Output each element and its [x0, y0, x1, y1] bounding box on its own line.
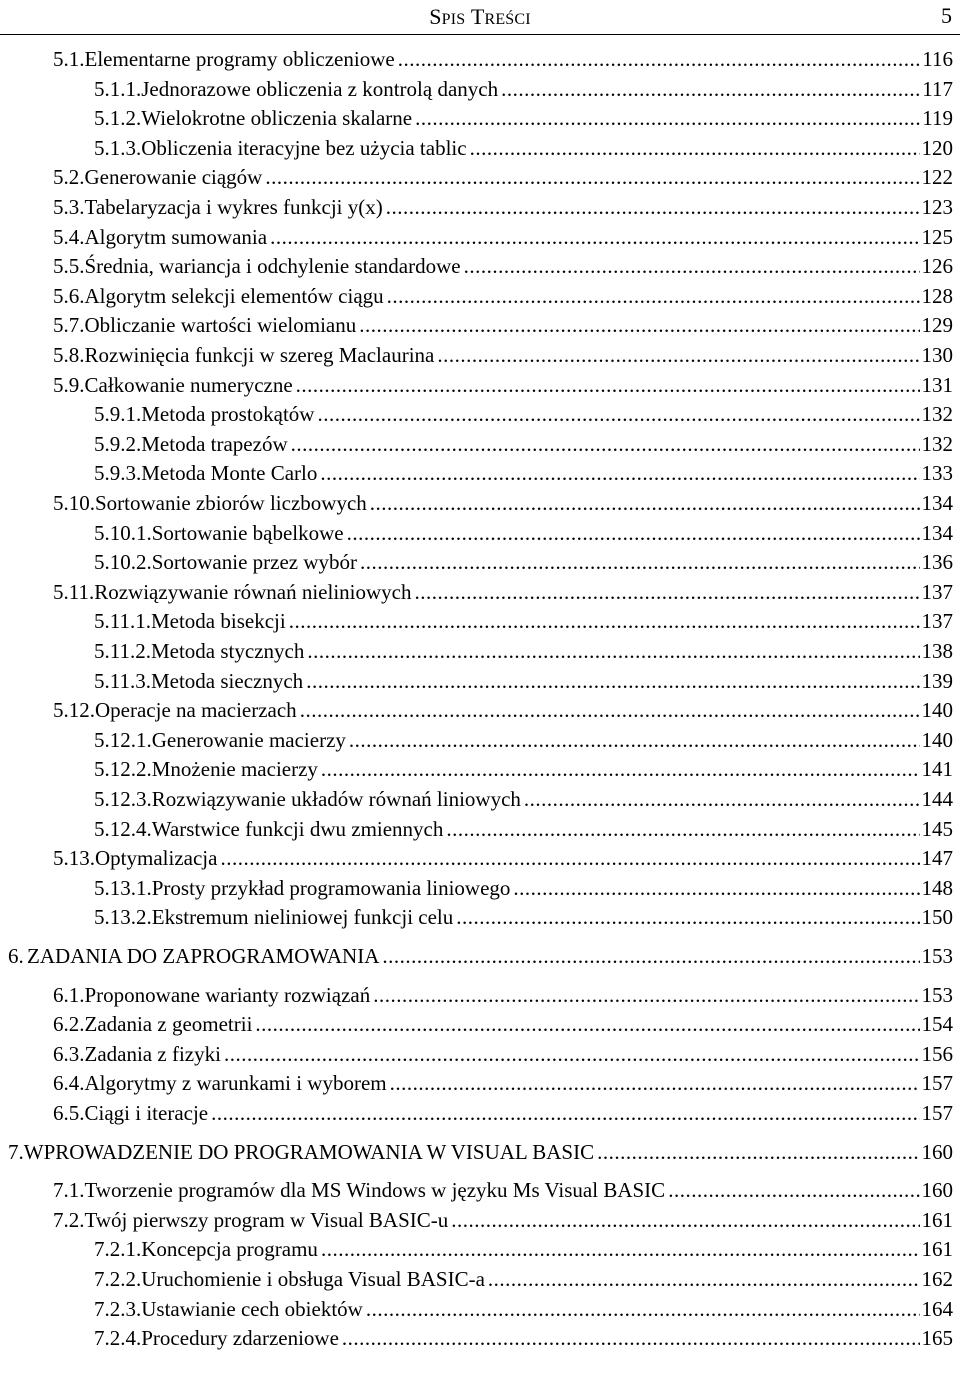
toc-entry-page: 154 [921, 1012, 953, 1037]
toc-entry-title: Tabelaryzacja i wykres funkcji y(x) [84, 195, 383, 219]
toc-dot-leader [373, 980, 919, 1010]
toc-entry-page: 153 [921, 944, 953, 968]
toc-entry-title: Uruchomienie i obsługa Visual BASIC-a [141, 1267, 485, 1291]
toc-entry-page: 117 [922, 76, 953, 101]
toc-entry-number: 6.4. [53, 1071, 85, 1096]
toc-entry-number: 5.9.2. [94, 431, 142, 456]
toc-entry-page: 137 [921, 609, 953, 634]
toc-entry[interactable] [53, 310, 953, 340]
toc-entry-page: 139 [921, 668, 953, 693]
toc-entry-page: 162 [921, 1267, 953, 1291]
toc-dot-leader [390, 1068, 920, 1098]
toc-entry-title: Metoda siecznych [150, 668, 304, 693]
toc-entry-title: WPROWADZENIE DO PROGRAMOWANIA W VISUAL BASIC [23, 1139, 595, 1164]
toc-entry-number: 7.1. [53, 1178, 85, 1203]
toc-entry-title: Prosty przykład programowania liniowego [151, 875, 511, 900]
toc-entry-page: 116 [922, 47, 953, 71]
toc-entry[interactable] [94, 1323, 953, 1353]
running-title [0, 4, 960, 30]
toc-entry[interactable] [53, 281, 953, 311]
toc-entry[interactable] [94, 873, 953, 903]
toc-entry[interactable] [53, 577, 953, 607]
running-title-initial-1: S [429, 4, 442, 29]
toc-entry-title: Obliczanie wartości wielomianu [84, 313, 357, 338]
toc-entry[interactable] [94, 606, 953, 636]
toc-entry-title: Rozwiązywanie równań nieliniowych [94, 579, 412, 604]
toc-dot-leader [501, 74, 920, 104]
toc-entry-number: 7.2.4. [94, 1326, 142, 1351]
toc-entry[interactable] [53, 340, 953, 370]
toc-entry[interactable] [53, 1098, 953, 1128]
toc-dot-leader [456, 902, 919, 932]
toc-entry-page: 161 [921, 1207, 953, 1232]
toc-dot-leader [289, 606, 920, 636]
toc-entry-page: 120 [921, 135, 953, 160]
toc-entry-page: 153 [921, 982, 953, 1007]
toc-entry-title: Mnożenie macierzy [151, 757, 318, 782]
toc-entry[interactable] [53, 192, 953, 222]
running-title-rest-1: PIS [441, 11, 466, 28]
toc-dot-leader [668, 1175, 919, 1205]
toc-entry-title: Elementarne programy obliczeniowe [84, 47, 395, 71]
toc-entry-number: 5.12.4. [94, 816, 152, 841]
toc-dot-leader [451, 1205, 919, 1235]
toc-entry[interactable] [94, 754, 953, 784]
toc-dot-leader [359, 310, 919, 340]
toc-entry-title: Zadania z fizyki [84, 1041, 221, 1066]
toc-entry-title: ZADANIA DO ZAPROGRAMOWANIA [27, 944, 380, 968]
toc-entry[interactable] [94, 133, 953, 163]
toc-entry-page: 147 [921, 846, 953, 871]
toc-entry-title: Metoda Monte Carlo [141, 461, 318, 486]
toc-entry-page: 138 [921, 639, 953, 663]
toc-entry-title: Operacje na macierzach [95, 698, 297, 723]
toc-dot-leader [306, 666, 919, 696]
toc-chapter-entry[interactable] [8, 1137, 953, 1167]
toc-dot-leader [320, 458, 919, 488]
toc-entry-number: 6. [8, 944, 24, 968]
toc-entry-page: 156 [921, 1041, 953, 1066]
toc-entry-page: 131 [921, 372, 953, 397]
toc-entry[interactable] [94, 902, 953, 932]
toc-entry-number: 5.2. [53, 165, 85, 190]
toc-entry-title: Metoda prostokątów [141, 402, 315, 427]
toc-entry-page: 134 [921, 491, 953, 515]
toc-entry-number: 5.4. [53, 224, 85, 249]
toc-entry-page: 144 [921, 787, 953, 811]
toc-entry-number: 5.3. [53, 195, 85, 219]
toc-dot-leader [296, 370, 920, 400]
toc-dot-leader [597, 1137, 919, 1167]
toc-entry-number: 6.2. [53, 1012, 85, 1037]
toc-dot-leader [446, 814, 919, 844]
toc-entry-page: 165 [921, 1326, 953, 1351]
running-title-initial-2: T [470, 4, 485, 29]
toc-dot-leader [437, 340, 919, 370]
toc-entry-title: Średnia, wariancja i odchylenie standardowe [84, 254, 461, 279]
toc-entry-title: Rozwinięcia funkcji w szereg Maclaurina [84, 343, 435, 367]
toc-entry[interactable] [53, 695, 953, 725]
toc-dot-leader [366, 1294, 920, 1324]
toc-entry-title: Koncepcja programu [141, 1237, 318, 1262]
toc-entry-title: Metoda stycznych [150, 639, 305, 663]
toc-entry-page: 136 [921, 550, 953, 575]
toc-entry-number: 5.12. [53, 698, 95, 723]
toc-entry-number: 5.1.3. [94, 135, 142, 160]
toc-entry-number: 5.9.3. [94, 461, 142, 486]
toc-entry[interactable] [94, 458, 953, 488]
toc-entry-title: Metoda trapezów [141, 431, 288, 456]
toc-entry[interactable] [53, 222, 953, 252]
toc-entry-number: 5.6. [53, 283, 85, 308]
toc-entry-title: Algorytm sumowania [84, 224, 268, 249]
toc-entry-title: Warstwice funkcji dwu zmiennych [151, 816, 444, 841]
toc-entry[interactable] [94, 636, 953, 666]
toc-entry-page: 130 [921, 343, 953, 367]
toc-dot-leader [347, 518, 920, 548]
toc-entry[interactable] [94, 1264, 953, 1294]
toc-entry-page: 160 [921, 1178, 953, 1203]
toc-entry-page: 145 [921, 816, 953, 841]
toc-entry-page: 125 [921, 224, 953, 249]
toc-dot-leader [321, 754, 920, 784]
toc-dot-leader [360, 547, 919, 577]
toc-entry-page: 129 [921, 313, 953, 338]
toc-entry[interactable] [94, 814, 953, 844]
toc-entry-number: 5.12.1. [94, 727, 152, 752]
toc-entry-title: Twój pierwszy program w Visual BASIC-u [84, 1207, 449, 1232]
toc-entry-number: 7.2. [53, 1207, 85, 1232]
toc-entry[interactable] [53, 1175, 953, 1205]
toc-dot-leader [307, 636, 919, 666]
toc-entry-number: 5.8. [53, 343, 85, 367]
toc-entry-title: Ustawianie cech obiektów [141, 1296, 363, 1321]
toc-entry-number: 5.11.2. [94, 639, 151, 663]
toc-entry-page: 133 [921, 461, 953, 486]
toc-entry-number: 5.12.2. [94, 757, 152, 782]
toc-entry-title: Optymalizacja [95, 846, 218, 871]
toc-dot-leader [321, 1234, 920, 1264]
toc-entry-page: 160 [921, 1139, 953, 1164]
toc-entry-title: Sortowanie bąbelkowe [151, 520, 344, 545]
toc-entry-number: 5.9. [53, 372, 85, 397]
toc-entry-page: 126 [921, 254, 953, 279]
toc-entry-page: 137 [921, 579, 953, 604]
toc-dot-leader [291, 429, 920, 459]
toc-entry[interactable] [53, 980, 953, 1010]
toc-entry-number: 7.2.3. [94, 1296, 142, 1321]
toc-entry-title: Sortowanie przez wybór [151, 550, 358, 575]
toc-dot-leader [488, 1264, 920, 1294]
toc-entry[interactable] [94, 547, 953, 577]
toc-entry-title: Jednorazowe obliczenia z kontrolą danych [141, 76, 499, 101]
toc-dot-leader [342, 1323, 920, 1353]
toc-dot-leader [349, 725, 920, 755]
toc-entry-number: 5.1.1. [94, 76, 142, 101]
toc-entry-page: 148 [921, 875, 953, 900]
toc-entry-number: 5.12.3. [94, 787, 152, 811]
toc-entry-title: Metoda bisekcji [150, 609, 286, 634]
toc-entry-title: Ekstremum nieliniowej funkcji celu [151, 905, 454, 930]
toc-entry[interactable] [94, 399, 953, 429]
toc-dot-leader [300, 695, 920, 725]
toc-entry-number: 7.2.2. [94, 1267, 142, 1291]
toc-entry-number: 5.11.1. [94, 609, 151, 634]
toc-entry-number: 5.11. [53, 579, 95, 604]
toc-entry[interactable] [94, 784, 953, 814]
toc-entry-page: 140 [921, 727, 953, 752]
toc-entry-title: Sortowanie zbiorów liczbowych [95, 491, 367, 515]
toc-entry-number: 5.7. [53, 313, 85, 338]
toc-entry-title: Zadania z geometrii [84, 1012, 253, 1037]
toc-entry-number: 6.5. [53, 1101, 85, 1125]
toc-entry-title: Obliczenia iteracyjne bez użycia tablic [141, 135, 467, 160]
page-number: 5 [941, 3, 952, 28]
toc-entry-number: 5.1. [53, 47, 85, 71]
toc-dot-leader [524, 784, 920, 814]
toc-entry-number: 5.11.3. [94, 668, 151, 693]
toc-entry-number: 5.13.1. [94, 875, 152, 900]
toc-entry-title: Całkowanie numeryczne [84, 372, 293, 397]
toc-entry[interactable] [94, 429, 953, 459]
toc-entry-number: 5.10.2. [94, 550, 152, 575]
toc-entry-number: 6.3. [53, 1041, 85, 1066]
toc-entry-page: 161 [921, 1237, 953, 1262]
toc-dot-leader [211, 1098, 919, 1128]
toc-entry-number: 5.10.1. [94, 520, 152, 545]
toc-entry-title: Procedury zdarzeniowe [141, 1326, 339, 1351]
toc-entry-page: 157 [921, 1101, 953, 1125]
toc-dot-leader [415, 103, 920, 133]
toc-entry-number: 7. [8, 1139, 24, 1164]
toc-entry[interactable] [53, 44, 953, 74]
toc-entry[interactable] [94, 725, 953, 755]
toc-dot-leader [464, 251, 920, 281]
toc-entry[interactable] [53, 251, 953, 281]
page-header [0, 0, 960, 35]
toc-entry[interactable] [53, 1009, 953, 1039]
toc-entry[interactable] [53, 1205, 953, 1235]
toc-entry[interactable] [94, 1234, 953, 1264]
toc-entry-number: 7.2.1. [94, 1237, 142, 1262]
toc-entry-page: 132 [921, 431, 953, 456]
toc-entry-title: Wielokrotne obliczenia skalarne [141, 106, 413, 131]
toc-entry-page: 164 [921, 1296, 953, 1321]
toc-entry-number: 5.13.2. [94, 905, 152, 930]
toc-entry[interactable] [94, 518, 953, 548]
toc-dot-leader [265, 162, 919, 192]
toc-entry-title: Generowanie macierzy [151, 727, 346, 752]
toc-entry[interactable] [53, 162, 953, 192]
toc-dot-leader [398, 44, 921, 74]
toc-entry[interactable] [94, 74, 953, 104]
toc-dot-leader [513, 873, 919, 903]
toc-entry-page: 119 [922, 106, 953, 131]
toc-dot-leader [386, 192, 920, 222]
toc-entry-title: Algorytm selekcji elementów ciągu [84, 283, 384, 308]
toc-dot-leader [224, 1039, 920, 1069]
toc-entry-title: Generowanie ciągów [84, 165, 263, 190]
toc-entry-number: 6.1. [53, 982, 85, 1007]
toc-entry-number: 5.1.2. [94, 106, 142, 131]
toc-entry-number: 5.5. [53, 254, 85, 279]
toc-entry[interactable] [94, 103, 953, 133]
toc-entry-title: Tworzenie programów dla MS Windows w języku Ms Visual BASIC [84, 1178, 666, 1203]
toc-entry[interactable] [94, 1294, 953, 1324]
toc-dot-leader [370, 488, 920, 518]
toc-entry-page: 150 [921, 905, 953, 930]
toc-dot-leader [220, 843, 919, 873]
toc-chapter-entry[interactable] [8, 941, 953, 971]
toc-entry-title: Ciągi i iteracje [84, 1101, 209, 1125]
toc-entry-number: 5.10. [53, 491, 95, 515]
toc-entry-page: 141 [921, 757, 953, 782]
toc-dot-leader [270, 222, 919, 252]
toc-dot-leader [470, 133, 920, 163]
toc-entry-page: 128 [921, 283, 953, 308]
toc-entry[interactable] [53, 843, 953, 873]
toc-dot-leader [255, 1009, 919, 1039]
toc-entry-title: Rozwiązywanie układów równań liniowych [151, 787, 521, 811]
toc-entry-page: 122 [921, 165, 953, 190]
toc-entry[interactable] [53, 370, 953, 400]
toc-entry-page: 134 [921, 520, 953, 545]
toc-entry-number: 5.13. [53, 846, 95, 871]
toc-dot-leader [382, 941, 919, 971]
toc-entry-title: Algorytmy z warunkami i wyborem [84, 1071, 387, 1096]
toc-dot-leader [387, 281, 920, 311]
running-title-rest-2: REŚCI [484, 11, 531, 28]
toc-entry[interactable] [53, 488, 953, 518]
toc-entry-title: Proponowane warianty rozwiązań [84, 982, 371, 1007]
toc-entry[interactable] [53, 1039, 953, 1069]
toc-entry-page: 132 [921, 402, 953, 427]
toc-entry-page: 157 [921, 1071, 953, 1096]
toc-entry-number: 5.9.1. [94, 402, 142, 427]
toc-entry-page: 140 [921, 698, 953, 723]
toc-entry[interactable] [53, 1068, 953, 1098]
toc-entry[interactable] [94, 666, 953, 696]
toc-dot-leader [317, 399, 919, 429]
toc-dot-leader [414, 577, 919, 607]
toc-entry-page: 123 [921, 195, 953, 219]
